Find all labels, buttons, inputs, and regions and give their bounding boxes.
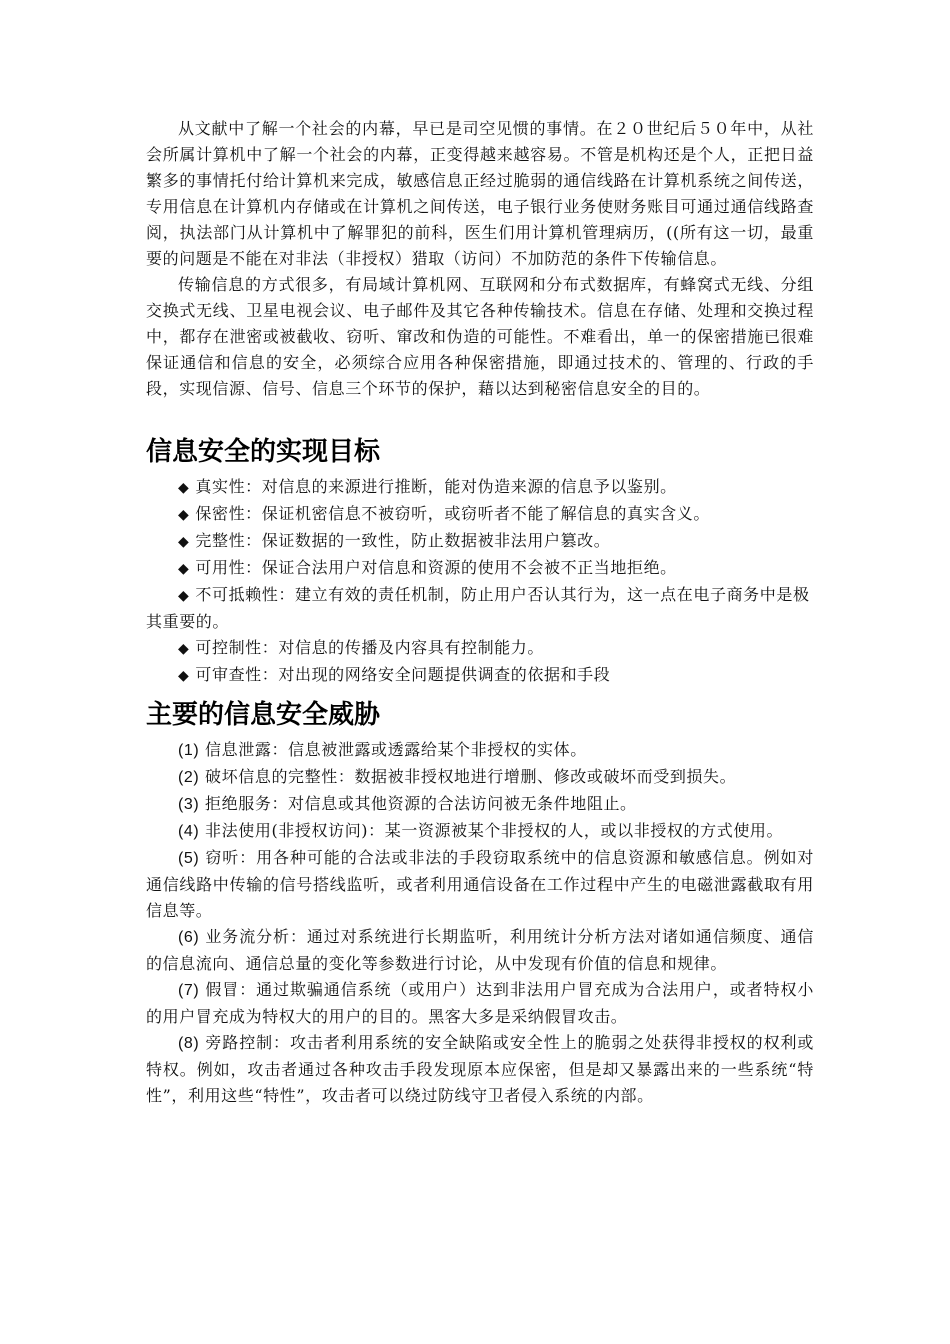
threat-number: (1) — [178, 742, 200, 759]
diamond-bullet-icon: ◆ — [178, 588, 190, 604]
goals-list — [146, 474, 814, 689]
goal-item — [146, 662, 814, 689]
threats-heading: 主要的信息安全威胁 — [146, 700, 381, 730]
goal-item — [146, 474, 814, 501]
goal-item — [146, 555, 814, 582]
goal-item — [146, 528, 814, 555]
threat-item — [146, 977, 814, 1030]
document-page — [146, 116, 814, 1109]
diamond-bullet-icon: ◆ — [178, 507, 190, 523]
threat-text: 旁路控制：攻击者利用系统的安全缺陷或安全性上的脆弱之处获得非授权的权利或特权。例如，攻击者通过各种攻击手段发现原本应保密，但是却又暴露出来的一些系统“特性”，利用这些“特性”，攻击者可以绕过防线守卫者侵入系统的内部。 — [146, 1033, 815, 1105]
threat-number: (8) — [178, 1035, 200, 1052]
threat-text: 破坏信息的完整性：数据被非授权地进行增删、修改或破坏而受到损失。 — [205, 767, 737, 786]
threat-text: 非法使用(非授权访问)：某一资源被某个非授权的人，或以非授权的方式使用。 — [205, 821, 784, 840]
threat-number: (3) — [178, 796, 200, 813]
threat-item — [146, 791, 814, 818]
goal-item-text: 完整性：保证数据的一致性，防止数据被非法用户篡改。 — [195, 531, 611, 550]
intro-paragraph-1: 从文献中了解一个社会的内幕，早已是司空见惯的事情。在２０世纪后５０年中，从社会所属计算机中了解一个社会的内幕，正变得越来越容易。不管是机构还是个人，正把日益繁多的事情托付给计算机来完成，敏感信息正经过脆弱的通信线路在计算机系统之间传送，专用信息在计算机内存储或在计算机之间传送，电子银行业务使财务账目可通过通信线路查阅，执法部门从计算机中了解罪犯的前科，医生们用计算机管理病历，((所有这一切，最重要的问题是不能在对非法（非授权）猎取（访问）不加防范的条件下传输信息。 — [146, 119, 814, 268]
goal-item — [146, 635, 814, 662]
threat-text: 信息泄露：信息被泄露或透露给某个非授权的实体。 — [205, 740, 587, 759]
threat-number: (4) — [178, 823, 200, 840]
threat-text: 业务流分析：通过对系统进行长期监听，利用统计分析方法对诸如通信频度、通信的信息流向、通信总量的变化等参数进行讨论，从中发现有价值的信息和规律。 — [146, 927, 815, 973]
goal-item-text: 可用性：保证合法用户对信息和资源的使用不会被不正当地拒绝。 — [195, 558, 677, 577]
threat-item — [146, 818, 814, 845]
goal-item — [146, 582, 814, 635]
goal-item-text: 可控制性：对信息的传播及内容具有控制能力。 — [195, 638, 544, 657]
goal-item — [146, 501, 814, 528]
diamond-bullet-icon: ◆ — [178, 534, 190, 550]
threat-text: 窃听：用各种可能的合法或非法的手段窃取系统中的信息资源和敏感信息。例如对通信线路中传输的信号搭线监听，或者利用通信设备在工作过程中产生的电磁泄露截取有用信息等。 — [146, 848, 815, 920]
diamond-bullet-icon: ◆ — [178, 480, 190, 496]
threat-number: (2) — [178, 769, 200, 786]
goal-item-text: 真实性：对信息的来源进行推断，能对伪造来源的信息予以鉴别。 — [195, 477, 677, 496]
threat-item — [146, 1030, 814, 1109]
threat-item — [146, 845, 814, 924]
threat-text: 假冒：通过欺骗通信系统（或用户）达到非法用户冒充成为合法用户，或者特权小的用户冒充成为特权大的用户的目的。黑客大多是采纳假冒攻击。 — [146, 980, 815, 1026]
threat-number: (6) — [178, 929, 200, 946]
diamond-bullet-icon: ◆ — [178, 668, 190, 684]
threat-text: 拒绝服务：对信息或其他资源的合法访问被无条件地阻止。 — [205, 794, 637, 813]
goal-item-text: 不可抵赖性：建立有效的责任机制，防止用户否认其行为，这一点在电子商务中是极其重要的。 — [146, 585, 810, 631]
goals-heading: 信息安全的实现目标 — [146, 437, 381, 467]
intro-paragraph-2: 传输信息的方式很多，有局域计算机网、互联网和分布式数据库，有蜂窝式无线、分组交换式无线、卫星电视会议、电子邮件及其它各种传输技术。信息在存储、处理和交换过程中，都存在泄密或被截收、窃听、窜改和伪造的可能性。不难看出，单一的保密措施已很难保证通信和信息的安全，必须综合应用各种保密措施，即通过技术的、管理的、行政的手段，实现信源、信号、信息三个环节的保护，藉以达到秘密信息安全的目的。 — [146, 275, 814, 398]
threat-item — [146, 764, 814, 791]
diamond-bullet-icon: ◆ — [178, 561, 190, 577]
threat-item — [146, 737, 814, 764]
goal-item-text: 保密性：保证机密信息不被窃听，或窃听者不能了解信息的真实含义。 — [195, 504, 710, 523]
threat-number: (7) — [178, 982, 200, 999]
diamond-bullet-icon: ◆ — [178, 641, 190, 657]
threat-item — [146, 924, 814, 977]
threats-list — [146, 737, 814, 1109]
threat-number: (5) — [178, 850, 200, 867]
goal-item-text: 可审查性：对出现的网络安全问题提供调查的依据和手段 — [195, 665, 611, 684]
